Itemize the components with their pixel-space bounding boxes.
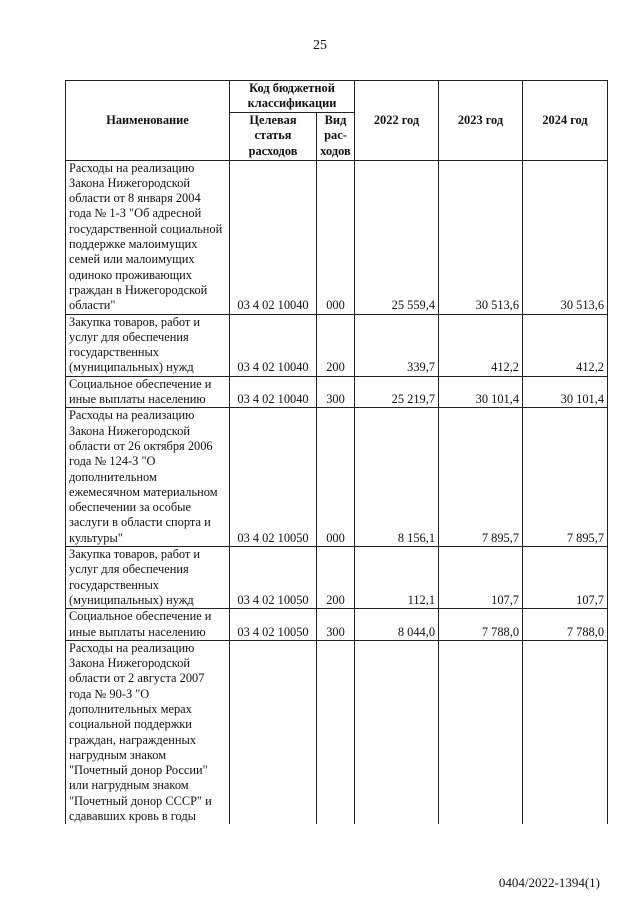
row-value-2023 — [439, 640, 523, 824]
row-value-2023: 30 513,6 — [439, 160, 523, 314]
table-row — [66, 376, 608, 408]
row-target-code — [230, 640, 317, 824]
row-value-2022: 8 044,0 — [355, 609, 439, 641]
row-expense-type: 000 — [317, 408, 355, 547]
row-target-code: 03 4 02 10040 — [230, 160, 317, 314]
row-name: Социальное обеспечение и иные выплаты населению — [66, 376, 230, 408]
row-value-2024 — [523, 640, 608, 824]
row-value-2023: 107,7 — [439, 547, 523, 609]
header-expense-type: Вид рас-ходов — [317, 112, 355, 160]
row-target-code: 03 4 02 10040 — [230, 376, 317, 408]
row-target-code: 03 4 02 10040 — [230, 314, 317, 376]
row-name: Расходы на реализацию Закона Нижегородской области от 26 октября 2006 года № 124-З "О дополнительном ежемесячном материальном обеспечении за особые заслуги в области спорта и культуры" — [66, 408, 230, 547]
row-value-2022: 25 559,4 — [355, 160, 439, 314]
table-row — [66, 160, 608, 314]
table-row — [66, 640, 608, 824]
row-name: Расходы на реализацию Закона Нижегородской области от 2 августа 2007 года № 90-З "О дополнительных мерах социальной поддержки граждан, награжденных нагрудным знаком "Почетный донор России" или нагрудным знаком "Почетный донор СССР" и сдававших кровь в годы — [66, 640, 230, 824]
row-value-2023: 7 895,7 — [439, 408, 523, 547]
row-value-2023: 412,2 — [439, 314, 523, 376]
row-expense-type: 200 — [317, 314, 355, 376]
row-value-2024: 7 895,7 — [523, 408, 608, 547]
header-code-group: Код бюджетной классификации — [230, 81, 355, 113]
page-number: 25 — [313, 38, 327, 53]
header-year-2023: 2023 год — [439, 81, 523, 161]
row-value-2023: 30 101,4 — [439, 376, 523, 408]
row-value-2022: 8 156,1 — [355, 408, 439, 547]
header-year-2024: 2024 год — [523, 81, 608, 161]
row-name: Социальное обеспечение и иные выплаты населению — [66, 609, 230, 641]
row-value-2022 — [355, 640, 439, 824]
row-value-2024: 107,7 — [523, 547, 608, 609]
row-name: Расходы на реализацию Закона Нижегородской области от 8 января 2004 года № 1-З "Об адресной государственной социальной поддержке малоимущих семей или малоимущих одиноко проживающих граждан в Нижегородской области" — [66, 160, 230, 314]
table-row — [66, 408, 608, 547]
row-target-code: 03 4 02 10050 — [230, 408, 317, 547]
row-value-2022: 339,7 — [355, 314, 439, 376]
header-target-item: Целевая статья расходов — [230, 112, 317, 160]
table-row — [66, 314, 608, 376]
row-expense-type: 000 — [317, 160, 355, 314]
header-year-2022: 2022 год — [355, 81, 439, 161]
row-value-2024: 412,2 — [523, 314, 608, 376]
row-expense-type: 300 — [317, 609, 355, 641]
row-target-code: 03 4 02 10050 — [230, 609, 317, 641]
row-value-2023: 7 788,0 — [439, 609, 523, 641]
document-code: 0404/2022-1394(1) — [498, 875, 600, 890]
row-value-2024: 30 513,6 — [523, 160, 608, 314]
table-row — [66, 547, 608, 609]
table-row — [66, 609, 608, 641]
header-row-top — [66, 81, 608, 113]
row-value-2024: 7 788,0 — [523, 609, 608, 641]
row-name: Закупка товаров, работ и услуг для обеспечения государственных (муниципальных) нужд — [66, 314, 230, 376]
row-value-2022: 25 219,7 — [355, 376, 439, 408]
row-expense-type — [317, 640, 355, 824]
row-value-2022: 112,1 — [355, 547, 439, 609]
row-name: Закупка товаров, работ и услуг для обеспечения государственных (муниципальных) нужд — [66, 547, 230, 609]
row-target-code: 03 4 02 10050 — [230, 547, 317, 609]
header-name: Наименование — [66, 81, 230, 161]
row-expense-type: 200 — [317, 547, 355, 609]
row-expense-type: 300 — [317, 376, 355, 408]
row-value-2024: 30 101,4 — [523, 376, 608, 408]
budget-table — [65, 80, 608, 824]
